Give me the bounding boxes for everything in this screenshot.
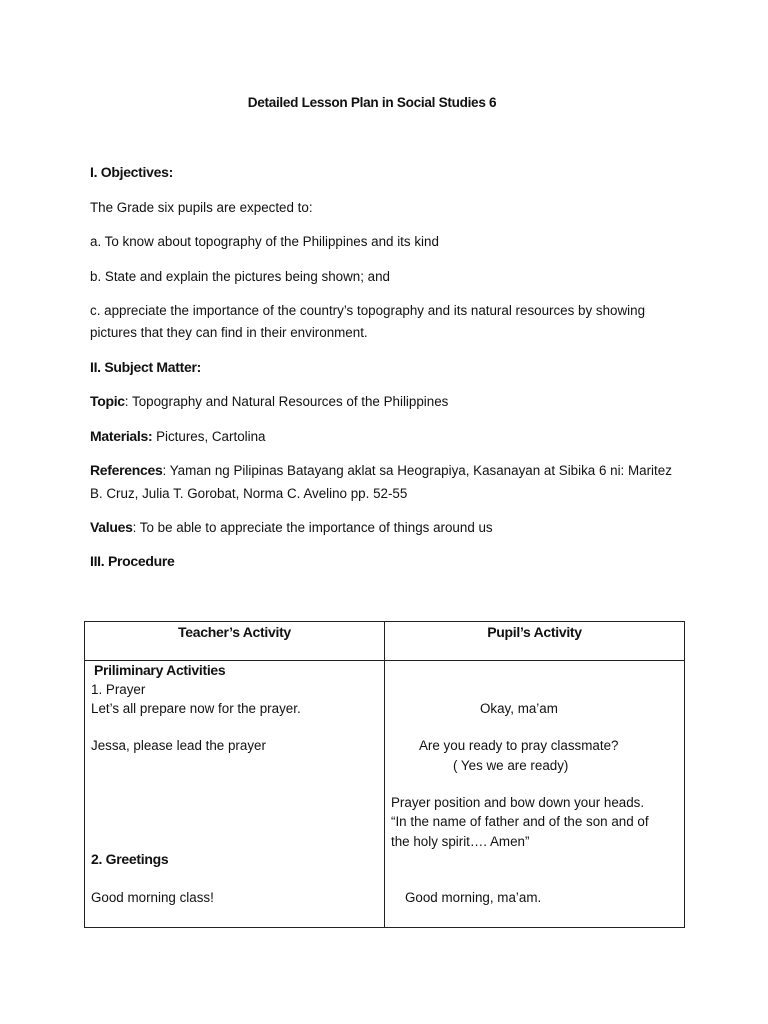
topic-line xyxy=(90,393,448,409)
objective-a: a. To know about topography of the Philippines and its kind xyxy=(90,234,439,249)
topic-label: Topic xyxy=(90,393,125,409)
pupil-column-header: Pupil’s Activity xyxy=(385,622,685,661)
procedure-table xyxy=(84,621,685,928)
references-label: References xyxy=(90,462,163,478)
objectives-intro: The Grade six pupils are expected to: xyxy=(90,200,313,215)
materials-line xyxy=(90,428,265,444)
greetings-heading: 2. Greetings xyxy=(91,851,169,867)
materials-label: Materials: xyxy=(90,428,153,444)
values-line xyxy=(90,519,493,535)
objective-b: b. State and explain the pictures being shown; and xyxy=(90,269,391,284)
values-label: Values xyxy=(90,519,133,535)
objective-c-line1: c. appreciate the importance of the country’s topography and its natural resources by showing xyxy=(90,303,646,318)
prayer-position-text: Prayer position and bow down your heads. xyxy=(391,795,645,810)
pupil-okay-text: Okay, ma’am xyxy=(480,701,558,716)
references-line xyxy=(90,462,672,478)
references-line2: B. Cruz, Julia T. Gorobat, Norma C. Avelino pp. 52-55 xyxy=(90,486,408,501)
procedure-heading: III. Procedure xyxy=(90,553,175,569)
prayer-line1: “In the name of father and of the son and of xyxy=(391,814,649,829)
references-value: : Yaman ng Pilipinas Batayang aklat sa Heograpiya, Kasanayan at Sibika 6 ni: Maritez xyxy=(162,463,672,478)
objectives-heading: I. Objectives: xyxy=(90,164,173,180)
pupil-ready-answer: ( Yes we are ready) xyxy=(453,758,569,773)
pupil-good-morning: Good morning, ma’am. xyxy=(405,890,542,905)
pupil-activity-cell xyxy=(385,661,685,928)
page-title: Detailed Lesson Plan in Social Studies 6 xyxy=(247,95,497,110)
subject-matter-heading: II. Subject Matter: xyxy=(90,359,201,375)
materials-value: Pictures, Cartolina xyxy=(152,429,266,444)
values-value: : To be able to appreciate the importance of things around us xyxy=(132,520,493,535)
prayer-item: 1. Prayer xyxy=(91,682,146,697)
prayer-line2: the holy spirit…. Amen” xyxy=(391,834,530,849)
teacher-activity-cell xyxy=(85,661,385,928)
objective-c-line2: pictures that they can find in their environment. xyxy=(90,325,368,340)
pupil-ready-question: Are you ready to pray classmate? xyxy=(419,738,619,753)
teacher-good-morning: Good morning class! xyxy=(91,890,214,905)
teacher-column-header: Teacher’s Activity xyxy=(85,622,385,661)
prepare-prayer-text: Let’s all prepare now for the prayer. xyxy=(91,701,301,716)
preliminary-activities-heading: Priliminary Activities xyxy=(94,662,226,678)
jessa-lead-text: Jessa, please lead the prayer xyxy=(91,738,266,753)
topic-value: : Topography and Natural Resources of the Philippines xyxy=(124,394,449,409)
